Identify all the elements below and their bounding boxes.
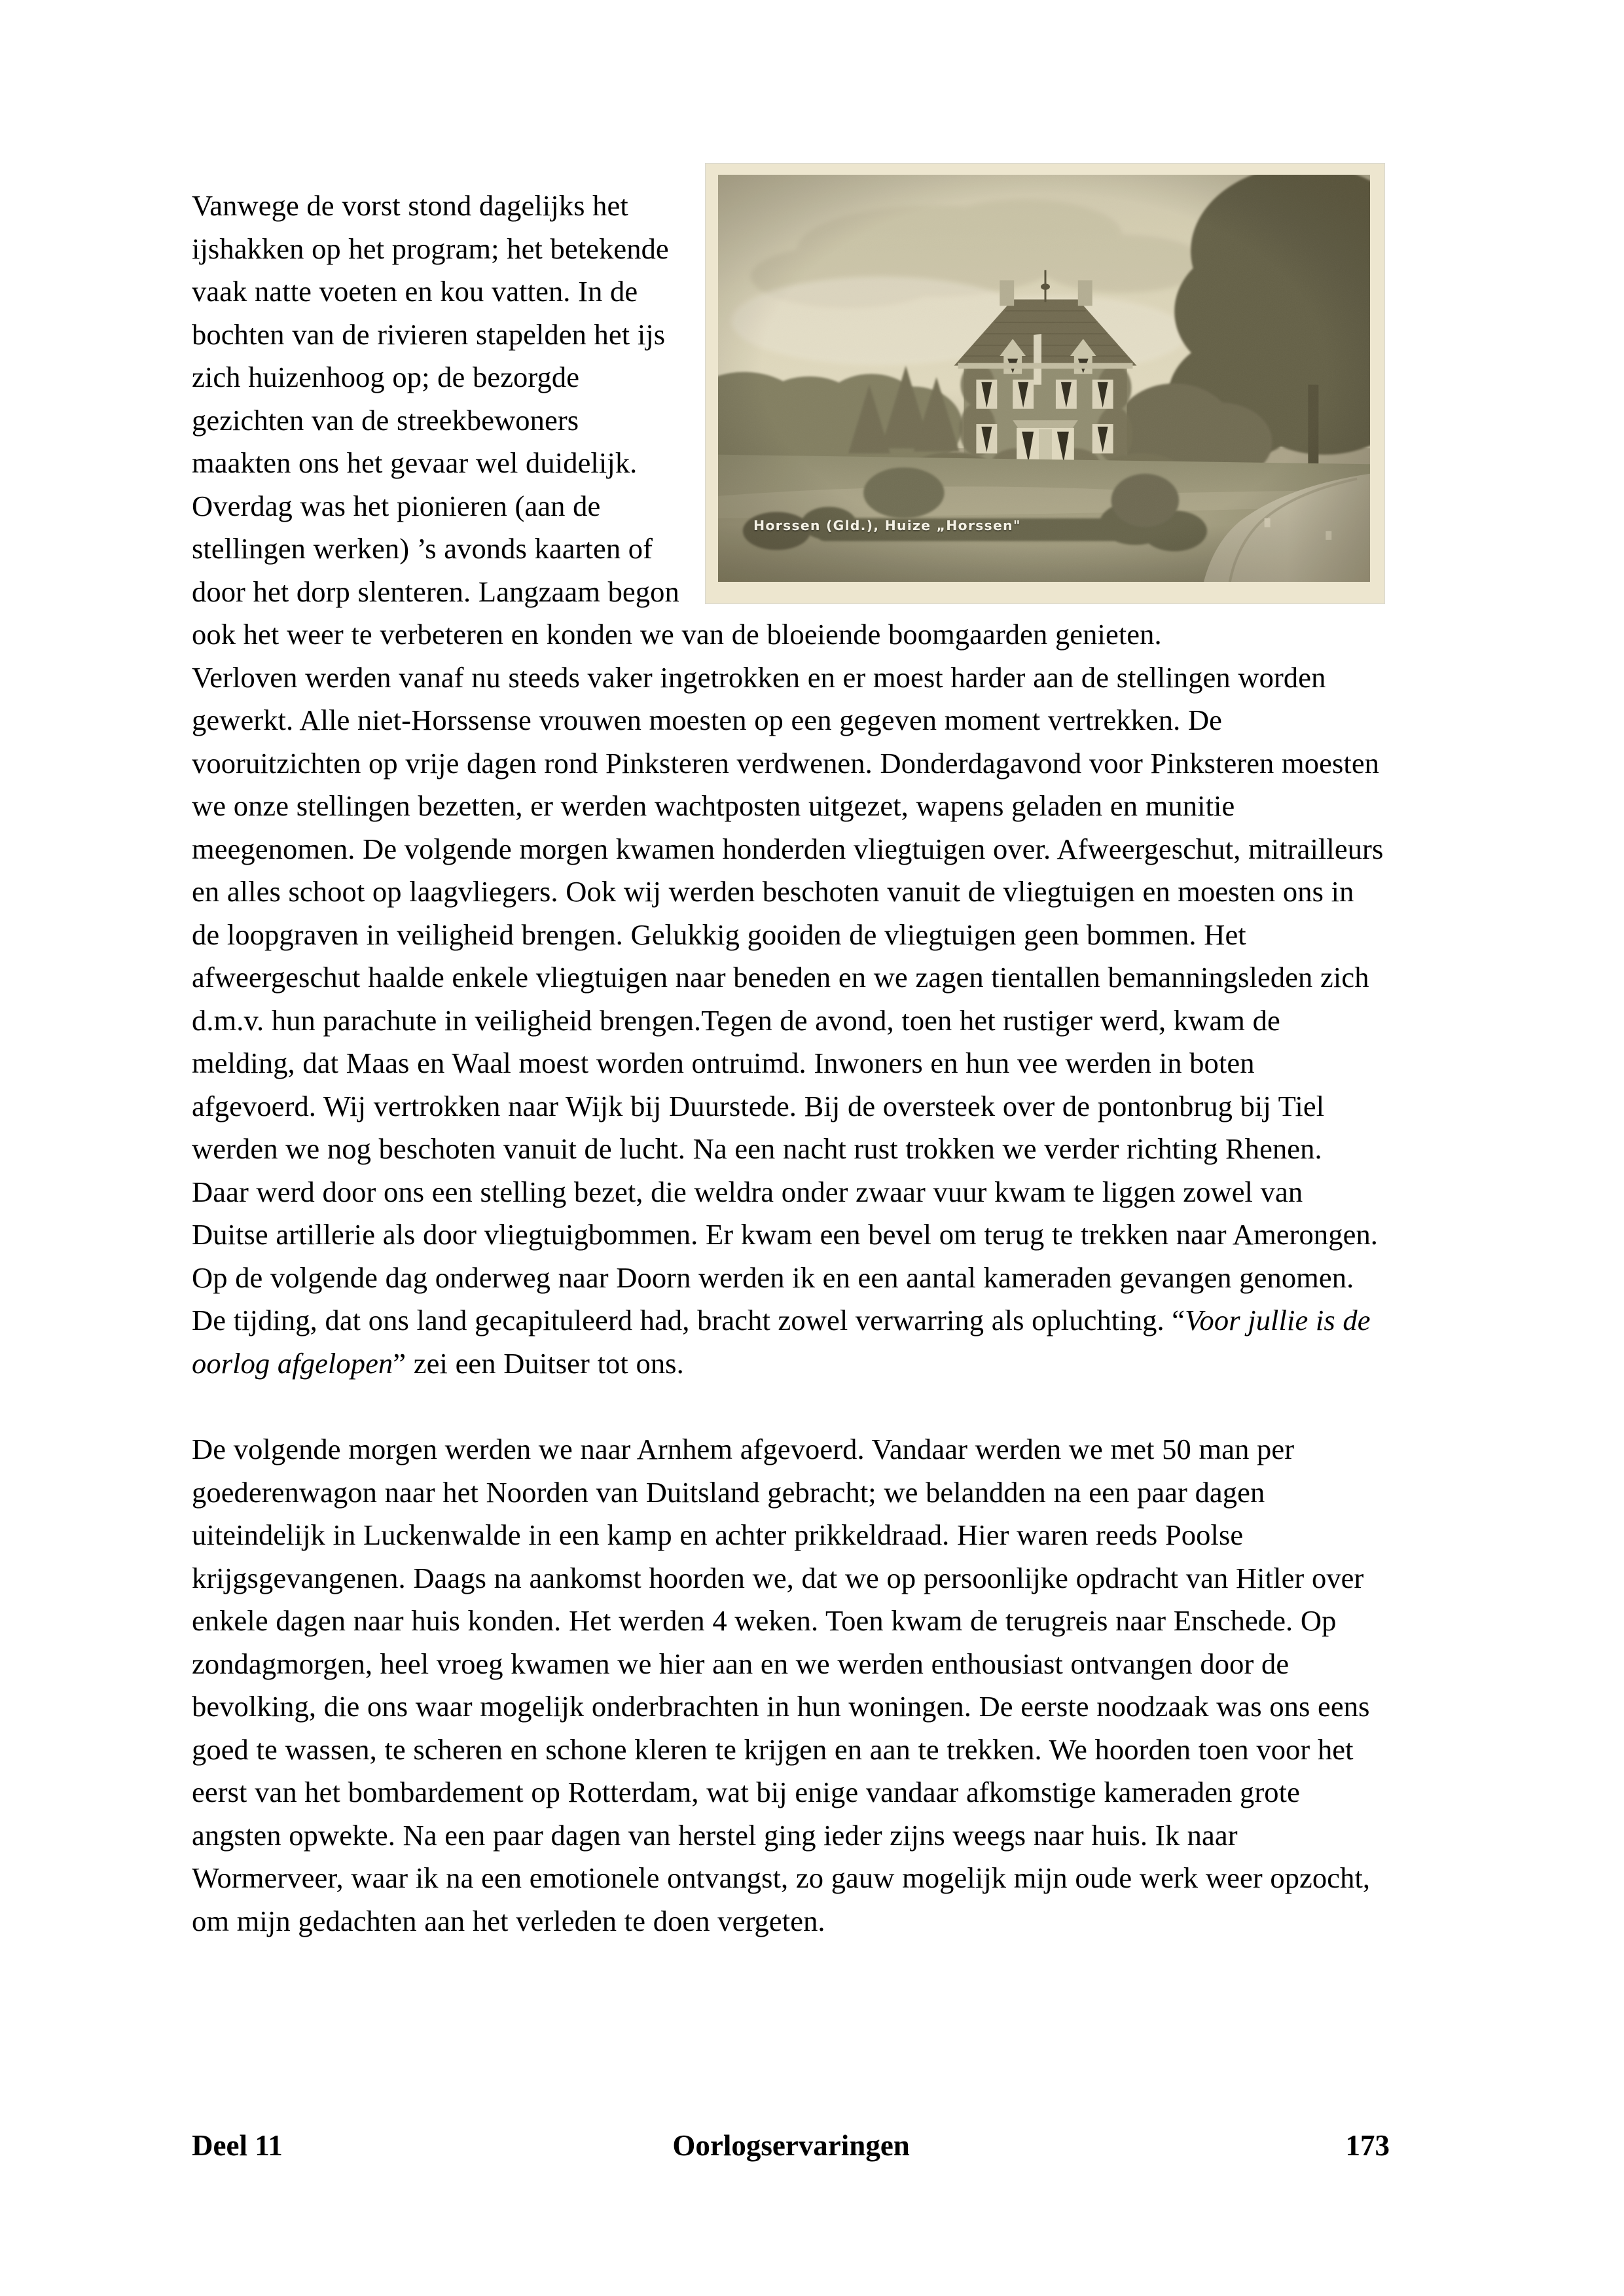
paragraph-spacer bbox=[192, 1385, 1384, 1428]
page-footer bbox=[192, 2128, 1390, 2162]
photograph bbox=[718, 175, 1370, 582]
photo-caption: Horssen (Gld.), Huize „Horssen" bbox=[753, 518, 1021, 533]
footer-part-label: Deel 11 bbox=[192, 2129, 283, 2162]
postcard-frame bbox=[706, 164, 1384, 603]
footer-page-number: 173 bbox=[1345, 2129, 1390, 2162]
paragraph-4: De volgende morgen werden we naar Arnhem afgevoerd. Vandaar werden we met 50 man per goederenwagon naar het Noorden van Duitsland gebracht; we belandden na een paar dagen uiteindelijk in Luckenwalde in een kamp en achter prikkeldraad. Hier waren reeds Poolse krijgsgevangenen. Daags na aankomst hoorden we, dat we op persoonlijke opdracht van Hitler over enkele dagen naar huis konden. Het werden 4 weken. Toen kwam de terugreis naar Enschede. Op zondagmorgen, heel vroeg kwamen we hier aan en we werden enthousiast ontvangen door de bevolking, die ons waar mogelijk onderbrachten in hun woningen. De eerste noodzaak was ons eens goed te wassen, te scheren en schone kleren te krijgen en aan te trekken. We hoorden toen voor het eerst van het bombardement op Rotterdam, wat bij enige vandaar afkomstige kameraden grote angsten opwekte. Na een paar dagen van herstel ging ieder zijns weegs naar huis. Ik naar Wormerveer, waar ik na een emotionele ontvangst, zo gauw mogelijk mijn oude werk weer opzocht, om mijn gedachten aan het verleden te doen vergeten. bbox=[192, 1433, 1371, 1937]
page-content bbox=[192, 185, 1384, 1943]
footer-section-title: Oorlogservaringen bbox=[672, 2129, 910, 2162]
paragraph-3-quote-italic: Voor jullie is de oorlog afgelopen bbox=[192, 1304, 1371, 1380]
paragraph-2: Overdag was het pionieren (aan de stellingen werken) ’s avonds kaarten of door het dorp slenteren. Langzaam begon ook het weer te verbeteren en konden we van de bloeiende boomgaarden genieten. bbox=[192, 489, 1162, 651]
paragraph-3 bbox=[192, 656, 1384, 1386]
paragraph-3-post-quote: ” zei een Duitser tot ons. bbox=[393, 1346, 684, 1380]
paragraph-1: Vanwege de vorst stond dagelijks het ijshakken op het program; het betekende vaak natte voeten en kou vatten. In de bochten van de rivieren stapelden het ijs zich huizenhoog op; de bezorgde gezichten van de streekbewoners maakten ons het gevaar wel duidelijk. bbox=[192, 189, 669, 479]
paragraph-3-pre-quote: Verloven werden vanaf nu steeds vaker ingetrokken en er moest harder aan de stellingen worden gewerkt. Alle niet-Horssense vrouwen moesten op een gegeven moment vertrekken. De vooruitzichten op vrije dagen rond Pinksteren verdwenen. Donderdagavond voor Pinksteren moesten we onze stellingen bezetten, er werden wachtposten uitgezet, wapens geladen en munitie meegenomen. De volgende morgen kwamen honderden vliegtuigen over. Afweergeschut, mitrailleurs en alles schoot op laagvliegers. Ook wij werden beschoten vanuit de vliegtuigen en moesten ons in de loopgraven in veiligheid brengen. Gelukkig gooiden de vliegtuigen geen bommen. Het afweergeschut haalde enkele vliegtuigen naar beneden en we zagen tientallen bemanningsleden zich d.m.v. hun parachute in veiligheid brengen.Tegen de avond, toen het rustiger werd, kwam de melding, dat Maas en Waal moest worden ontruimd. Inwoners en hun vee werden in boten afgevoerd. Wij vertrokken naar Wijk bij Duurstede. Bij de oversteek over de pontonbrug bij Tiel werden we nog beschoten vanuit de lucht. Na een nacht rust trokken we verder richting Rhenen. Daar werd door ons een stelling bezet, die weldra onder zwaar vuur kwam te liggen zowel van Duitse artillerie als door vliegtuigbommen. Er kwam een bevel om terug te trekken naar Amerongen. Op de volgende dag onderweg naar Doorn werden ik en een aantal kameraden gevangen genomen. De tijding, dat ons land gecapituleerd had, bracht zowel verwarring als opluchting. “ bbox=[192, 660, 1384, 1336]
photo-figure bbox=[706, 164, 1384, 603]
